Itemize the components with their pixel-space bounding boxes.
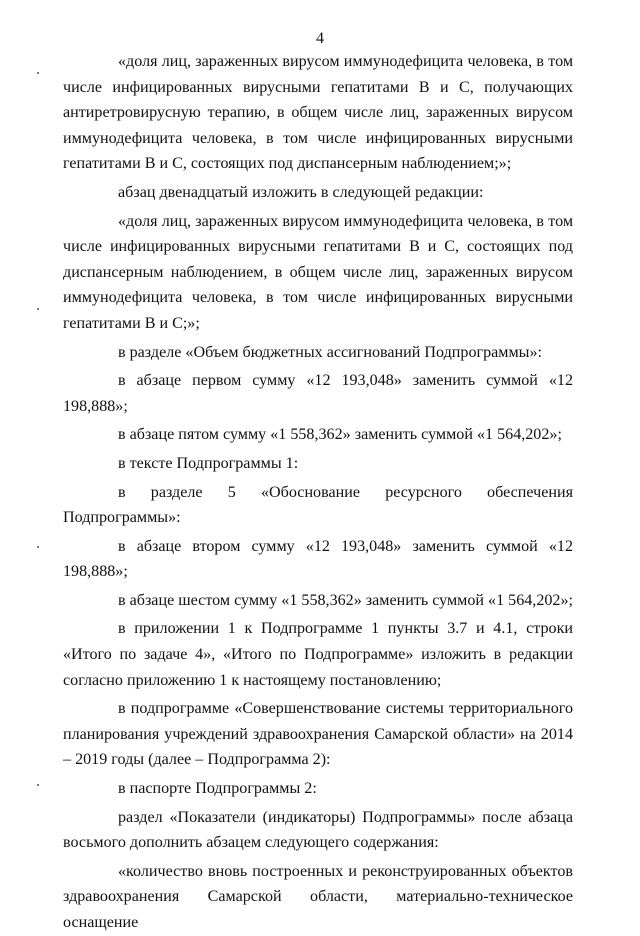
paragraph: в абзаце втором сумму «12 193,048» заменить суммой «12 198,888»;	[63, 537, 573, 581]
paragraph: абзац двенадцатый изложить в следующей редакции:	[118, 183, 484, 201]
paragraph: в разделе «Объем бюджетных ассигнований Подпрограммы»:	[118, 343, 542, 361]
page-number: 4	[316, 30, 324, 47]
paragraph: раздел «Показатели (индикаторы) Подпрограммы» после абзаца восьмого дополнить абзацем следующего содержания:	[63, 808, 573, 852]
paragraph: в абзаце шестом сумму «1 558,362» заменить суммой «1 564,202»;	[118, 591, 573, 609]
scan-mark	[37, 72, 39, 74]
scan-mark	[37, 546, 39, 548]
paragraph: в паспорте Подпрограммы 2:	[118, 780, 317, 798]
paragraph: «доля лиц, зараженных вирусом иммунодефицита человека, в том числе инфицированных вирусными гепатитами В и С, получающих антиретровирусную терапию, в общем числе лиц, зараженных вирусом иммунодефицита человека, в том числе инфицированных вирусными гепатитами В и С, состоящих под диспансерным наблюдением;»;	[63, 53, 573, 173]
paragraph: в абзаце первом сумму «12 193,048» заменить суммой «12 198,888»;	[63, 372, 573, 415]
paragraph: в тексте Подпрограммы 1:	[118, 454, 299, 472]
paragraph: в абзаце пятом сумму «1 558,362» заменить суммой «1 564,202»;	[118, 426, 562, 444]
paragraph: «количество вновь построенных и реконструированных объектов здравоохранения Самарской области, материально-техническое оснащение	[63, 862, 573, 931]
paragraph: «доля лиц, зараженных вирусом иммунодефицита человека, в том числе инфицированных вирусными гепатитами В и С, состоящих под диспансерным наблюдением, в общем числе лиц, зараженных вирусом иммунодефицита человека, в том числе инфицированных вирусными гепатитами В и С;»;	[63, 212, 573, 332]
paragraph: в разделе 5 «Обоснование ресурсного обеспечения Подпрограммы»:	[63, 483, 573, 527]
paragraph: в приложении 1 к Подпрограмме 1 пункты 3.7 и 4.1, строки «Итого по задаче 4», «Итого по Подпрограмме» изложить в редакции согласно приложению 1 к настоящему постановлению;	[63, 620, 573, 689]
scan-mark	[37, 308, 39, 310]
paragraph: в подпрограмме «Совершенствование системы территориального планирования учреждений здравоохранения Самарской области» на 2014 – 2019 годы (далее – Подпрограмма 2):	[63, 700, 573, 769]
scan-mark	[37, 784, 39, 786]
document-body	[63, 49, 573, 936]
